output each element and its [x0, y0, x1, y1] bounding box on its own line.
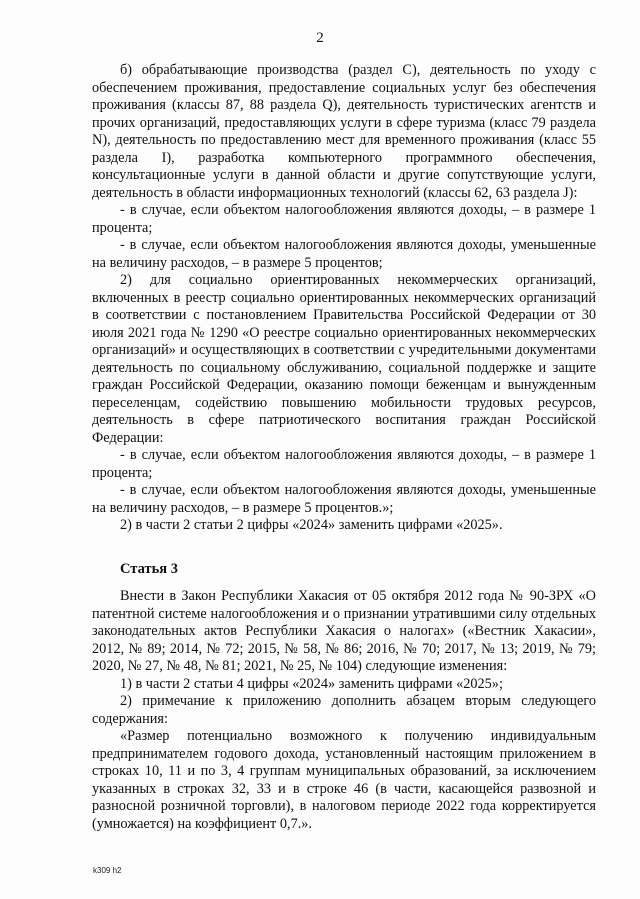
- paragraph: - в случае, если объектом налогообложения являются доходы, уменьшенные на величину расходов, – в размере 5 процентов;: [92, 237, 596, 271]
- footer-code: k309 h2: [93, 866, 122, 875]
- paragraph: б) обрабатывающие производства (раздел C), деятельность по уходу с обеспечением проживания, предоставление социальных услуг без обеспечения проживания (классы 87, 88 раздела Q), деятельность туристических агентств и прочих организаций, предоставляющих услуги в сфере туризма (класс 79 раздела N), деятельность по предоставлению мест для временного проживания (класс 55 раздела I), разработка компьютерного программного обеспечения, консультационные услуги в данной области и другие сопутствующие услуги, деятельность в области информационных технологий (классы 62, 63 раздела J):: [92, 62, 596, 201]
- paragraph: Внести в Закон Республики Хакасия от 05 октября 2012 года № 90-ЗРХ «О патентной системе налогообложения и о признании утратившими силу отдельных законодательных актов Республики Хакасия о налогах» («Вестник Хакасии», 2012, № 89; 2014, № 72; 2015, № 58, № 86; 2016, № 70; 2017, № 13; 2019, № 79; 2020, № 27, № 48, № 81; 2021, № 25, № 104) следующие изменения:: [92, 588, 596, 674]
- paragraph: - в случае, если объектом налогообложения являются доходы, уменьшенные на величину расходов, – в размере 5 процентов.»;: [92, 482, 596, 516]
- paragraph: 2) для социально ориентированных некоммерческих организаций, включенных в реестр социально ориентированных некоммерческих организаций в соответствии с постановлением Правительства Российской Федерации от 30 июля 2021 года № 1290 «О реестре социально ориентированных некоммерческих организаций» и осуществляющих в соответствии с учредительными документами деятельность по социальному обслуживанию, социальной поддержке и защите граждан Российской Федерации, оказанию помощи беженцам и вынужденным переселенцам, содействию повышению мобильности трудовых ресурсов, деятельность в сфере патриотического воспитания граждан Российской Федерации:: [92, 272, 596, 446]
- section-article-3-text: [92, 588, 596, 833]
- paragraph: 2) в части 2 статьи 2 цифры «2024» заменить цифрами «2025».: [120, 517, 503, 533]
- paragraph: - в случае, если объектом налогообложения являются доходы, – в размере 1 процента;: [92, 202, 596, 236]
- article-heading: Статья 3: [120, 561, 178, 577]
- paragraph: 1) в части 2 статьи 4 цифры «2024» заменить цифрами «2025»;: [120, 675, 503, 692]
- page-number: 2: [316, 30, 324, 46]
- paragraph: «Размер потенциально возможного к получению индивидуальным предпринимателем годового дохода, установленный настоящим приложением в строках 10, 11 и по 3, 4 группам муниципальных образований, за исключением указанных в строках 32, 33 и в строке 46 (в части, касающейся развозной и разносной розничной торговли), в налоговом периоде 2022 года корректируется (умножается) на коэффициент 0,7.».: [92, 728, 596, 832]
- section-article-2-text: [92, 62, 596, 535]
- paragraph: 2) примечание к приложению дополнить абзацем вторым следующего содержания:: [92, 693, 596, 727]
- paragraph: - в случае, если объектом налогообложения являются доходы, – в размере 1 процента;: [92, 447, 596, 481]
